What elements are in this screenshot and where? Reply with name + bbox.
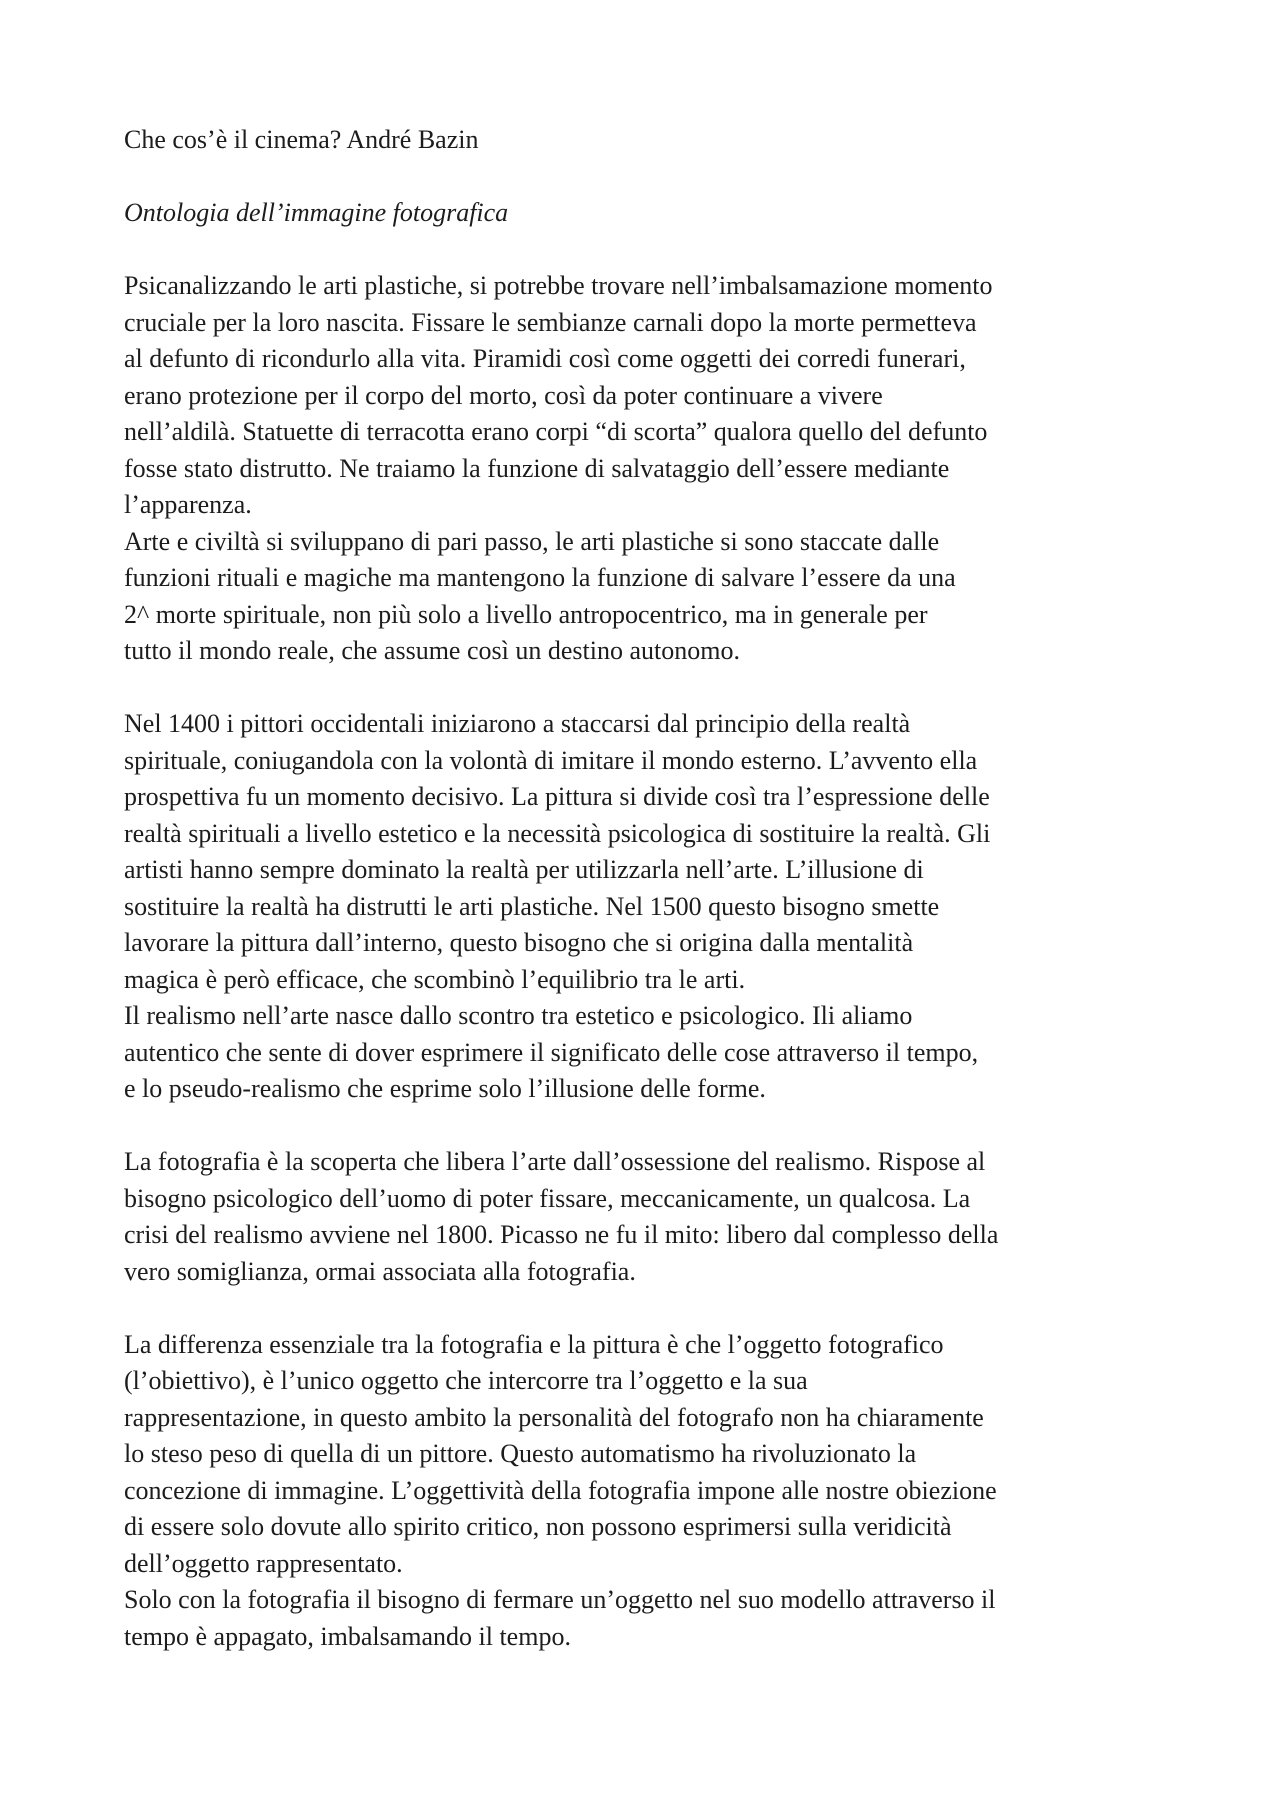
paragraph-differenza-essenziale: La differenza essenziale tra la fotografia e la pittura è che l’oggetto fotografico (l’obiettivo), è l’unico oggetto che intercorre tra l’oggetto e la sua rappresentazione, in questo ambito la personalità del fotografo non ha chiaramente lo steso peso di quella di un pittore. Questo automatismo ha rivoluzionato la concezione di immagine. L’oggettività della fotografia impone alle nostre obiezione di essere solo dovute allo spirito critico, non possono esprimersi sulla veridicità dell’oggetto rappresentato. (124, 1329, 997, 1578)
paragraph-fotografia-scoperta: La fotografia è la scoperta che libera l’arte dall’ossessione del realismo. Rispose al bisogno psicologico dell’uomo di poter fissare, meccanicamente, un qualcosa. La crisi del realismo avviene nel 1800. Picasso ne fu il mito: libero dal complesso della vero somiglianza, ormai associata alla fotografia. (124, 1147, 999, 1286)
document-title: Che cos’è il cinema? André Bazin (124, 125, 479, 154)
document-body (124, 122, 1170, 1655)
paragraph-pittori-1400: Nel 1400 i pittori occidentali iniziarono a staccarsi dal principio della realtà spirituale, coniugandola con la volontà di imitare il mondo esterno. L’avvento ella prospettiva fu un momento decisivo. La pittura si divide così tra l’espressione delle realtà spirituali a livello estetico e la necessità psicologica di sostituire la realtà. Gli artisti hanno sempre dominato la realtà per utilizzarla nell’arte. L’illusione di sostituire la realtà ha distrutti le arti plastiche. Nel 1500 questo bisogno smette lavorare la pittura dall’interno, questo bisogno che si origina dalla mentalità magica è però efficace, che scombinò l’equilibrio tra le arti. (124, 709, 991, 994)
paragraph-realismo: Il realismo nell’arte nasce dallo scontro tra estetico e psicologico. Ili aliamo autentico che sente di dover esprimere il significato delle cose attraverso il tempo, e lo pseudo-realismo che esprime solo l’illusione delle forme. (124, 1001, 979, 1103)
paragraph-imbalsamando-tempo: Solo con la fotografia il bisogno di fermare un’oggetto nel suo modello attraverso il tempo è appagato, imbalsamando il tempo. (124, 1585, 996, 1651)
document-subtitle: Ontologia dell’immagine fotografica (124, 198, 509, 227)
paragraph-imbalsamazione: Psicanalizzando le arti plastiche, si potrebbe trovare nell’imbalsamazione momento cruciale per la loro nascita. Fissare le sembianze carnali dopo la morte permetteva al defunto di ricondurlo alla vita. Piramidi così come oggetti dei corredi funerari, erano protezione per il corpo del morto, così da poter continuare a vivere nell’aldilà. Statuette di terracotta erano corpi “di scorta” qualora quello del defunto fosse stato distrutto. Ne traiamo la funzione di salvataggio dell’essere mediante l’apparenza. (124, 271, 993, 519)
paragraph-arte-civilta: Arte e civiltà si sviluppano di pari passo, le arti plastiche si sono staccate dalle funzioni rituali e magiche ma mantengono la funzione di salvare l’essere da una 2^ morte spirituale, non più solo a livello antropocentrico, ma in generale per tutto il mondo reale, che assume così un destino autonomo. (124, 526, 956, 665)
